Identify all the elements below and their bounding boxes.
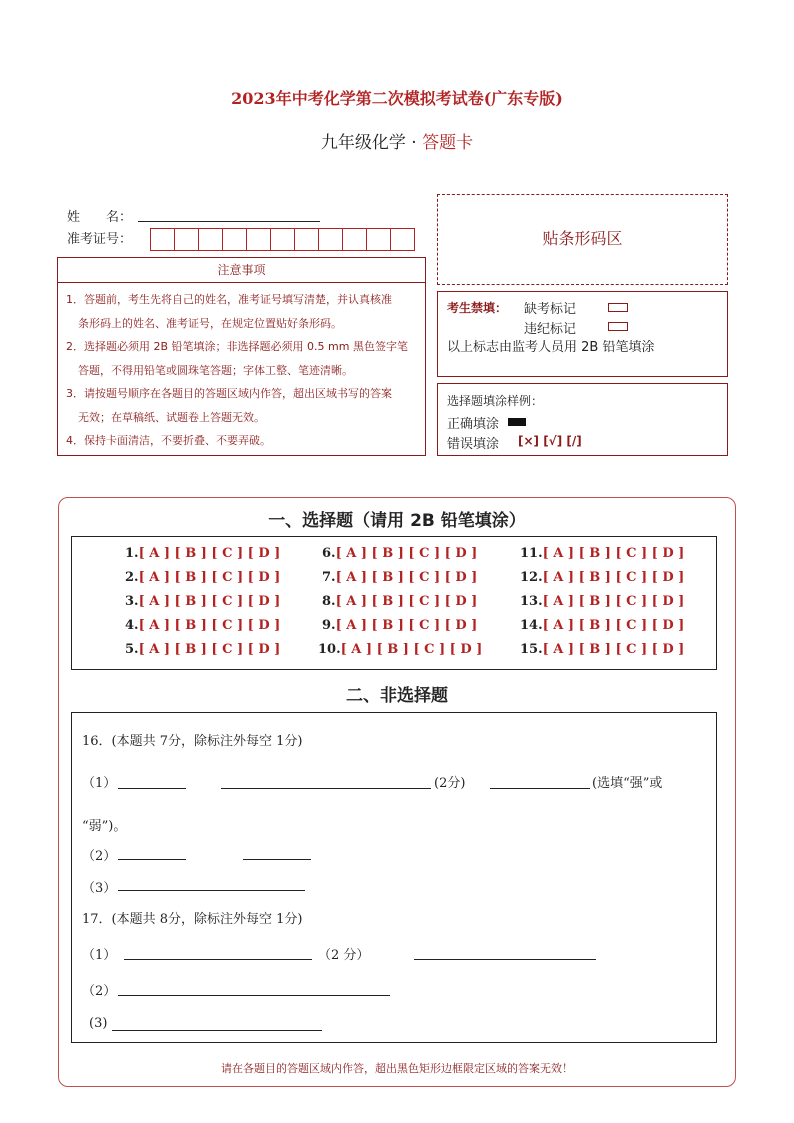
violation-mark-label: 违纪标记: [524, 322, 577, 337]
correct-fill-label: 正确填涂: [447, 417, 500, 432]
q16-weak-hint: “弱”)。: [82, 819, 127, 834]
section1-title: 一、选择题（请用 2B 铅笔填涂）: [268, 511, 526, 531]
id-digit-box[interactable]: [390, 228, 415, 251]
forbid-note: 以上标志由监考人员用 2B 铅笔填涂: [447, 340, 655, 355]
id-digit-box[interactable]: [270, 228, 295, 251]
forbid-label: 考生禁填：: [447, 301, 508, 315]
notice-box: [57, 257, 426, 456]
wrong-fill-label: 错误填涂: [447, 437, 500, 452]
fill-sample-box: [437, 383, 728, 456]
id-digit-box[interactable]: [294, 228, 319, 251]
examiner-only-box: [437, 291, 728, 377]
multiple-choice-grid: [71, 536, 717, 670]
q16-part1-label: （1）: [82, 776, 117, 791]
mc-question-1[interactable]: 1.[ A ] [ B ] [ C ] [ D ]: [125, 546, 281, 561]
subtitle-grade: 九年级化学 ·: [320, 133, 423, 153]
name-field[interactable]: [138, 221, 320, 222]
footer-warning: 请在各题目的答题区域内作答，超出黑色矩形边框限定区域的答案无效！: [221, 1062, 573, 1075]
q17-1-blank-b[interactable]: [414, 959, 596, 960]
id-digit-box[interactable]: [150, 228, 175, 251]
q16-part2-label: （2）: [82, 849, 117, 864]
q16-3-blank[interactable]: [118, 890, 305, 891]
q16-header: 16．(本题共 7分，除标注外每空 1分): [82, 734, 303, 749]
subtitle-answer-card: 答题卡: [422, 133, 474, 153]
mc-question-2[interactable]: 2.[ A ] [ B ] [ C ] [ D ]: [125, 570, 281, 585]
q17-header: 17．(本题共 8分，除标注外每空 1分): [82, 912, 303, 927]
exam-title: 2023年中考化学第二次模拟考试卷(广东专版): [231, 89, 563, 108]
q17-part3-label: (3): [89, 1016, 108, 1031]
mc-question-5[interactable]: 5.[ A ] [ B ] [ C ] [ D ]: [125, 642, 281, 657]
id-digit-box[interactable]: [246, 228, 271, 251]
barcode-area: 贴条形码区: [437, 194, 728, 285]
q17-2-points: （2 分）: [318, 948, 370, 963]
name-label: 姓 名：: [67, 210, 133, 225]
sample-label: 选择题填涂样例：: [447, 394, 544, 408]
absent-mark-label: 缺考标记: [524, 302, 577, 317]
mc-question-9[interactable]: 9.[ A ] [ B ] [ C ] [ D ]: [322, 618, 478, 633]
q17-part2-label: （2）: [82, 984, 117, 999]
violation-mark-box[interactable]: [608, 322, 628, 331]
free-response-area: [71, 712, 717, 1043]
q16-1-blank-a[interactable]: [118, 788, 186, 789]
mc-question-6[interactable]: 6.[ A ] [ B ] [ C ] [ D ]: [322, 546, 478, 561]
id-digit-box[interactable]: [366, 228, 391, 251]
q17-2-blank[interactable]: [118, 995, 390, 996]
notice-item: 2．选择题必须用 2B 铅笔填涂；非选择题必须用 0.5 mm 黑色签字笔 答题，不得用铅笔或圆珠笔答题；字体工整、笔迹清晰。: [66, 340, 408, 377]
notice-item: 3．请按题号顺序在各题目的答题区域内作答，超出区域书写的答案 无效；在草稿纸、试题卷上答题无效。: [66, 387, 392, 424]
q16-2-blank-a[interactable]: [118, 859, 186, 860]
id-digit-box[interactable]: [174, 228, 199, 251]
q16-2-blank-b[interactable]: [243, 859, 311, 860]
q17-part1-label: （1）: [82, 948, 117, 963]
mc-question-8[interactable]: 8.[ A ] [ B ] [ C ] [ D ]: [322, 594, 478, 609]
q17-1-blank-a[interactable]: [124, 959, 312, 960]
mc-question-12[interactable]: 12.[ A ] [ B ] [ C ] [ D ]: [520, 570, 685, 585]
correct-fill-sample: [508, 418, 526, 426]
id-digit-box[interactable]: [342, 228, 367, 251]
wrong-fill-samples: [×] [√] [/]: [518, 434, 582, 448]
id-digit-box[interactable]: [198, 228, 223, 251]
q16-1-blank-c[interactable]: [490, 788, 590, 789]
q16-part3-label: （3）: [82, 881, 117, 896]
mc-question-4[interactable]: 4.[ A ] [ B ] [ C ] [ D ]: [125, 618, 281, 633]
id-number-boxes[interactable]: [150, 228, 414, 251]
notice-title: 注意事项: [58, 258, 425, 283]
q16-choice-hint: (选填“强”或: [592, 776, 663, 791]
q17-3-blank[interactable]: [112, 1030, 322, 1031]
id-digit-box[interactable]: [222, 228, 247, 251]
absent-mark-box[interactable]: [608, 303, 628, 312]
mc-question-15[interactable]: 15.[ A ] [ B ] [ C ] [ D ]: [520, 642, 685, 657]
notice-item: 1．答题前，考生先将自己的姓名，准考证号填写清楚，并认真核准 条形码上的姓名、准考证号，在规定位置贴好条形码。: [66, 293, 392, 330]
id-label: 准考证号：: [67, 232, 133, 247]
mc-question-3[interactable]: 3.[ A ] [ B ] [ C ] [ D ]: [125, 594, 281, 609]
mc-question-7[interactable]: 7.[ A ] [ B ] [ C ] [ D ]: [322, 570, 478, 585]
q16-1-blank-b[interactable]: [221, 788, 431, 789]
section2-title: 二、非选择题: [346, 686, 448, 706]
mc-question-11[interactable]: 11.[ A ] [ B ] [ C ] [ D ]: [520, 546, 685, 561]
q16-2-points: (2分): [434, 776, 466, 791]
answer-sheet-subtitle: [0, 128, 794, 153]
id-digit-box[interactable]: [318, 228, 343, 251]
mc-question-13[interactable]: 13.[ A ] [ B ] [ C ] [ D ]: [520, 594, 685, 609]
notice-item: 4．保持卡面清洁，不要折叠、不要弄破。: [66, 434, 271, 447]
mc-question-14[interactable]: 14.[ A ] [ B ] [ C ] [ D ]: [520, 618, 685, 633]
mc-question-10[interactable]: 10.[ A ] [ B ] [ C ] [ D ]: [318, 642, 483, 657]
